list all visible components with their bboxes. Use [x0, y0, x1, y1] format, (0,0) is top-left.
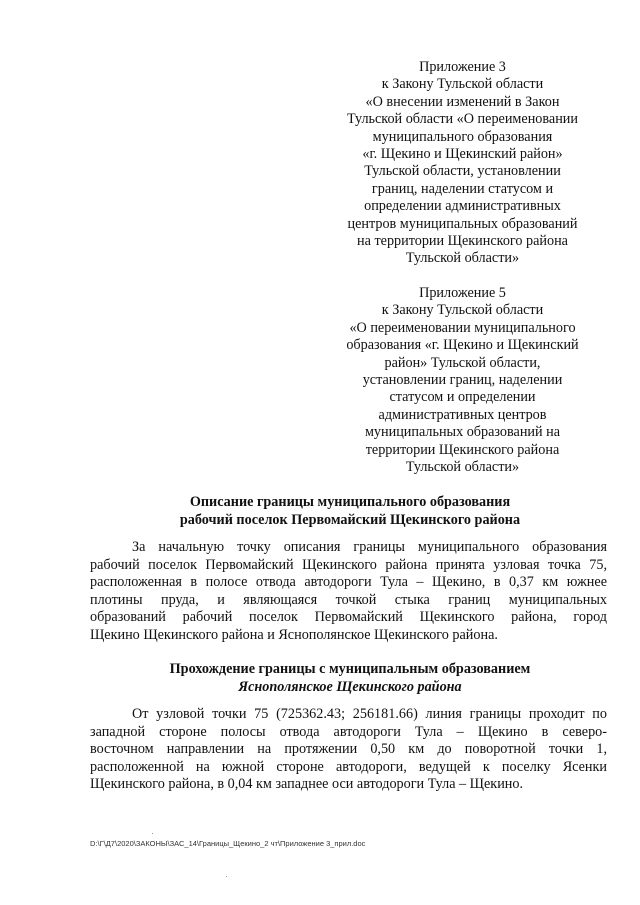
appendix-3-line: центров муниципальных образований [347, 215, 578, 232]
appendix-3-line: Приложение 3 [419, 59, 506, 75]
paragraph-line: западной стороне полосы отвода автодороги Тула – Щекино в северо- [90, 723, 607, 740]
appendix-3-line: муниципального образования [372, 128, 553, 145]
file-path-footer: D:\Г\Д7\2020\ЗАКОНЫ\ЗАС_14\Границы_Щекино_2 чт\Приложение 3_прил.doc [90, 839, 366, 848]
subsection-title-line: Прохождение границы с муниципальным образованием [169, 661, 531, 677]
section-title-line: Описание границы муниципального образования [189, 494, 511, 510]
appendix-5-line: территории Щекинского района [365, 441, 560, 458]
appendix-5-line: административных центров [378, 406, 547, 423]
appendix-3-line: Тульской области «О переименовании [347, 111, 578, 128]
section-title-line: рабочий поселок Первомайский Щекинского района [179, 511, 521, 528]
appendix-3-line: на территории Щекинского района [357, 233, 568, 250]
paragraph-line: расположенной на южной стороне автодороги, ведущей к поселку Ясенки [90, 758, 607, 775]
paragraph-line: Щекинского района, в 0,04 км западнее оси автодороги Тула – Щекино. [90, 776, 524, 793]
paragraph-line: Щекино Щекинского района и Яснополянское Щекинского района. [90, 626, 498, 643]
subsection-title-line: Яснополянское Щекинского района [238, 678, 462, 695]
boundary-description-paragraph [90, 706, 607, 794]
appendix-3-line: границ, наделении статусом и [371, 180, 554, 197]
scan-speck [152, 833, 153, 834]
paragraph-line: образований рабочий поселок Первомайский Щекинского района, город [90, 609, 607, 626]
paragraph-line: За начальную точку описания границы муниципального образования [132, 539, 607, 555]
appendix-3-line: определении административных [364, 198, 561, 215]
appendix-3-line: Тульской области» [405, 250, 520, 267]
appendix-3-line: Тульской области, установлении [364, 163, 561, 180]
appendix-5-line: установлении границ, наделении [362, 372, 563, 389]
appendix-5-line: Тульской области» [405, 459, 520, 476]
appendix-5-line: муниципальных образований на [364, 424, 561, 441]
paragraph-line: расположенная в полосе отвода автодороги Тула – Щекино, в 0,37 км южнее [90, 574, 607, 591]
paragraph-line: плотины пруда, и являющаяся точкой стыка границ муниципальных [90, 591, 607, 608]
subsection-title [60, 661, 640, 696]
appendix-5-line: статусом и определении [389, 389, 536, 406]
paragraph-line: восточном направлении на протяжении 0,50 км до поворотной точки 1, [90, 741, 607, 758]
appendix-3-line: к Закону Тульской области [381, 76, 544, 93]
appendix-5-line: к Закону Тульской области [381, 302, 544, 319]
paragraph-line: От узловой точки 75 (725362.43; 256181.66) линия границы проходит по [132, 706, 607, 722]
appendix-5-block [330, 285, 595, 476]
scan-speck [226, 876, 227, 877]
appendix-5-line: район» Тульской области, [384, 354, 541, 371]
starting-point-paragraph [90, 539, 607, 645]
appendix-5-line: Приложение 5 [419, 285, 506, 301]
section-title [70, 494, 630, 529]
paragraph-line: рабочий поселок Первомайский Щекинского района принята узловая точка 75, [90, 556, 607, 573]
appendix-3-line: «О внесении изменений в Закон [365, 93, 560, 110]
appendix-5-line: образования «г. Щекино и Щекинский [346, 337, 579, 354]
appendix-5-line: «О переименовании муниципального [349, 319, 576, 336]
appendix-3-block [330, 59, 595, 268]
appendix-3-line: «г. Щекино и Щекинский район» [362, 146, 563, 163]
